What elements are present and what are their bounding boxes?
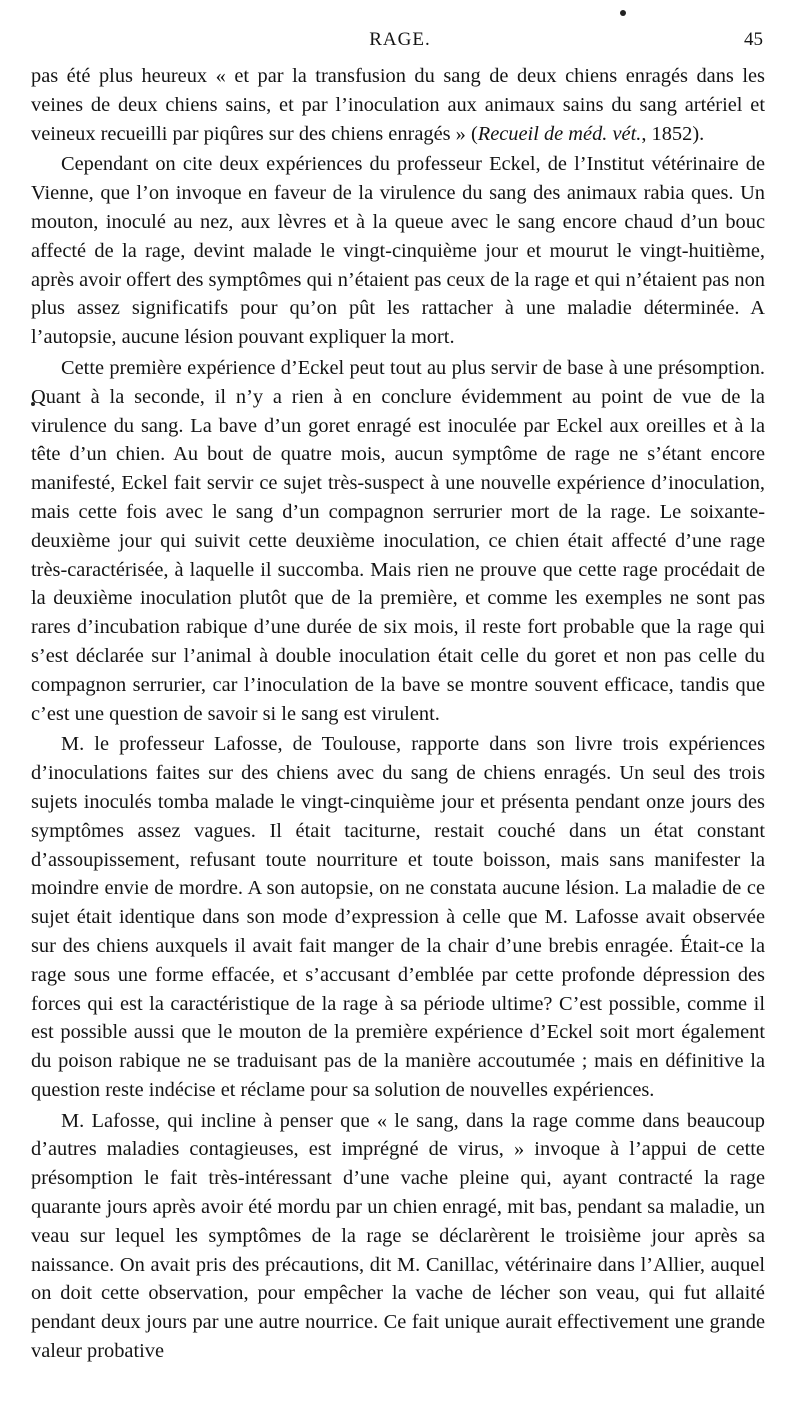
citation-title: Recueil de méd. vét. (477, 122, 642, 145)
paragraph: M. Lafosse, qui incline à penser que « le sang, dans la rage comme dans beaucoup d’autres maladies contagieuses, est imprégné de virus, » invoque à l’appui de cette présomption le fait très-intéressant d’une vache pleine qui, ayant contracté la rage quarante jours après avoir été mordu par un chien enragé, mit bas, pendant sa maladie, un veau sur lequel les symptômes de la rage se déclarèrent le troisième jour après sa naissance. On avait pris des précautions, dit M. Canillac, vétérinaire dans l’Allier, auquel on doit cette observation, pour empêcher la vache de lécher son veau, qui fut allaité pendant deux jours par une autre nourrice. Ce fait unique aurait effectivement une grande valeur probative (31, 1109, 765, 1363)
print-speck (620, 10, 626, 16)
citation-year: , 1852). (641, 122, 705, 145)
running-header (0, 29, 800, 55)
paragraph-continued (31, 62, 765, 148)
paragraph: M. le professeur Lafosse, de Toulouse, rapporte dans son livre trois expériences d’inoculations faites sur des chiens avec du sang de chiens enragés. Un seul des trois sujets inoculés tomba malade le vingt-cinquième jour et présenta pendant onze jours des symptômes assez vagues. Il était taciturne, restait couché dans un état constant d’assoupissement, refusant toute nourriture et toute boisson, mais sans manifester la moindre envie de mordre. A son autopsie, on ne constata aucune lésion. La maladie de ce sujet était identique dans son mode d’expression à celle que M. Lafosse avait observée sur des chiens auxquels il avait fait manger de la chair d’une brebis enragée. Était-ce la rage sous une forme effacée, et s’accusant d’emblée par cette profonde dépression des forces qui est la caractéristique de la rage à sa période ultime? C’est possible, comme il est possible aussi que le mouton de la première expérience d’Eckel soit mort également du poison rabique ne se traduisant pas de la manière accoutumée ; mais en définitive la question reste indécise et réclame pour sa solution de nouvelles expériences. (31, 733, 765, 1101)
paragraph-text: pas été plus heureux « et par la transfusion du sang de deux chiens enragés dans les veines de deux chiens sains, et par l’inoculation aux animaux sains du sang artériel et veineux recueilli par piqûres sur des chiens enragés » ( (31, 65, 765, 145)
paragraph: Cependant on cite deux expériences du professeur Eckel, de l’Institut vétérinaire de Vienne, que l’on invoque en faveur de la virulence du sang des animaux rabia ques. Un mouton, inoculé au nez, aux lèvres et à la queue avec le sang encore chaud d’un bouc affecté de la rage, devint malade le vingt-cinquième jour et mourut le vingt-huitième, après avoir offert des symptômes qui n’étaient pas ceux de la rage et qui n’étaient pas non plus assez significatifs pour qu’on pût les rattacher à une maladie déterminée. A l’autopsie, aucune lésion pouvant expliquer la mort. (31, 153, 765, 349)
page-number: 45 (744, 29, 763, 50)
running-title: RAGE. (369, 29, 431, 50)
body-text (31, 62, 765, 1366)
paragraph: Cette première expérience d’Eckel peut tout au plus servir de base à une présomption. Quant à la seconde, il n’y a rien à en conclure évidemment au point de vue de la virulence du sang. La bave d’un goret enragé est inoculée par Eckel aux oreilles et à la tête d’un chien. Au bout de quatre mois, aucun symptôme de rage ne s’étant encore manifesté, Eckel fait servir ce sujet très-suspect à une nouvelle expérience d’inoculation, mais cette fois avec le sang d’un compagnon serrurier mort de la rage. Le soixante-deuxième jour qui suivit cette deuxième inoculation, ce chien était affecté d’une rage très-caractérisée, à laquelle il succomba. Mais rien ne prouve que cette rage procédait de la deuxième inoculation plutôt que de la première, et comme les exemples ne sont pas rares d’incubation rabique d’une durée de six mois, il reste fort probable que la rage qui s’est déclarée sur l’animal à double inoculation était celle du goret et non pas celle du compagnon serrurier, car l’inoculation de la bave se montre souvent efficace, tandis que c’est une question de savoir si le sang est virulent. (31, 356, 765, 725)
